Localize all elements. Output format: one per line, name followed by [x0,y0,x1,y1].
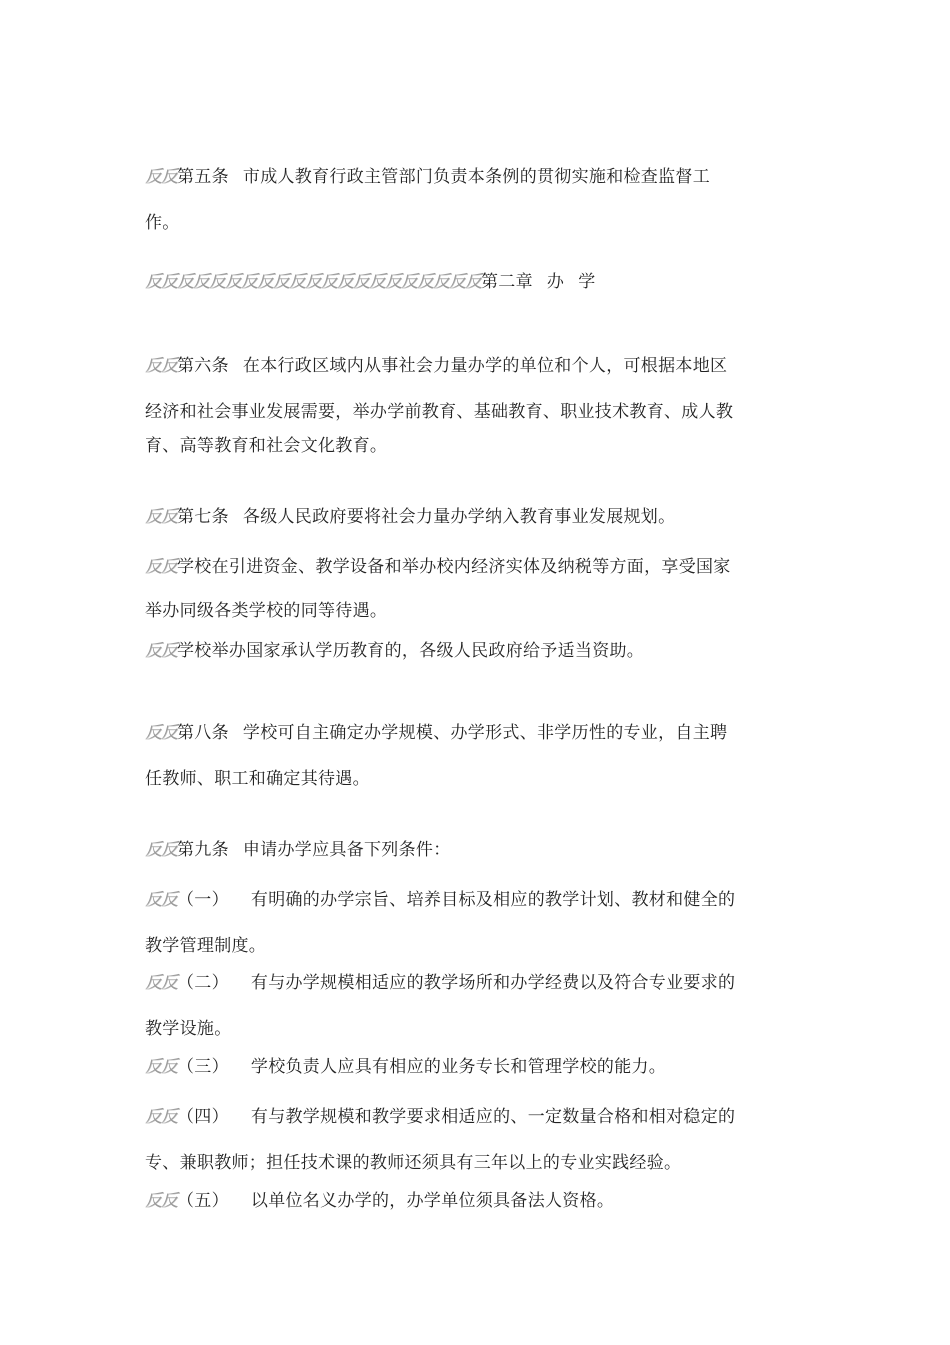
chapter-2-title: 第二章 [481,272,533,292]
article-8-continuation: 任教师、职工和确定其待遇。 [145,769,370,789]
list-item-5 [145,1190,614,1212]
list-item-4 [145,1106,735,1128]
list-item-2-continuation: 教学设施。 [145,1019,232,1039]
article-9-label: 第九条 [177,840,229,860]
article-marker: 反反 [145,507,177,527]
article-9-line [145,839,451,861]
article-marker: 反反 [145,1191,177,1211]
article-9-text: 申请办学应具备下列条件： [242,840,451,860]
article-marker: 反反 [145,1057,177,1077]
article-7-p2-continuation: 举办同级各类学校的同等待遇。 [145,601,388,621]
list-item-text: 以单位名义办学的，办学单位须具备法人资格。 [250,1191,615,1211]
list-item-number: （一） [177,890,229,910]
list-item-number: （四） [177,1107,229,1127]
article-marker: 反反 [145,167,177,187]
chapter-marker: 反反反反反反反反反反反反反反反反反反反反反 [145,272,481,292]
list-item-text: 学校负责人应具有相应的业务专长和管理学校的能力。 [250,1057,667,1077]
article-6-continuation-2: 育、高等教育和社会文化教育。 [145,436,388,456]
article-5-label: 第五条 [177,167,229,187]
article-5-text: 市成人教育行政主管部门负责本条例的贯彻实施和检查监督工 [242,167,711,187]
article-marker: 反反 [145,557,177,577]
article-marker: 反反 [145,890,177,910]
list-item-text: 有与办学规模相适应的教学场所和办学经费以及符合专业要求的 [250,973,736,993]
article-6-continuation-1: 经济和社会事业发展需要，举办学前教育、基础教育、职业技术教育、成人教 [145,402,734,422]
article-5-continuation: 作。 [145,213,180,233]
article-7-line [145,506,675,528]
list-item-1 [145,889,735,911]
article-6-text: 在本行政区域内从事社会力量办学的单位和个人，可根据本地区 [242,356,728,376]
article-6-label: 第六条 [177,356,229,376]
article-marker: 反反 [145,1107,177,1127]
chapter-2-heading [145,271,596,293]
list-item-3 [145,1056,666,1078]
chapter-2-subtitle-2: 学 [578,272,596,292]
list-item-1-continuation: 教学管理制度。 [145,936,267,956]
list-item-2 [145,972,735,994]
article-6-line [145,355,727,377]
list-item-4-continuation: 专、兼职教师；担任技术课的教师还须具有三年以上的专业实践经验。 [145,1153,682,1173]
article-marker: 反反 [145,840,177,860]
article-7-p2-text: 学校在引进资金、教学设备和举办校内经济实体及纳税等方面，享受国家 [177,557,731,577]
chapter-2-subtitle-1: 办 [546,272,565,292]
article-5-line [145,166,710,188]
list-item-number: （三） [177,1057,229,1077]
article-7-paragraph-2 [145,556,731,578]
list-item-text: 有与教学规模和教学要求相适应的、一定数量合格和相对稳定的 [250,1107,736,1127]
article-marker: 反反 [145,973,177,993]
article-8-label: 第八条 [177,723,229,743]
article-marker: 反反 [145,723,177,743]
article-marker: 反反 [145,641,177,661]
article-7-p3-text: 学校举办国家承认学历教育的，各级人民政府给予适当资助。 [177,641,645,661]
list-item-text: 有明确的办学宗旨、培养目标及相应的教学计划、教材和健全的 [250,890,736,910]
article-marker: 反反 [145,356,177,376]
article-8-line [145,722,727,744]
article-7-label: 第七条 [177,507,229,527]
article-7-text: 各级人民政府要将社会力量办学纳入教育事业发展规划。 [242,507,676,527]
list-item-number: （五） [177,1191,229,1211]
list-item-number: （二） [177,973,229,993]
article-8-text: 学校可自主确定办学规模、办学形式、非学历性的专业，自主聘 [242,723,728,743]
article-7-paragraph-3 [145,640,644,662]
